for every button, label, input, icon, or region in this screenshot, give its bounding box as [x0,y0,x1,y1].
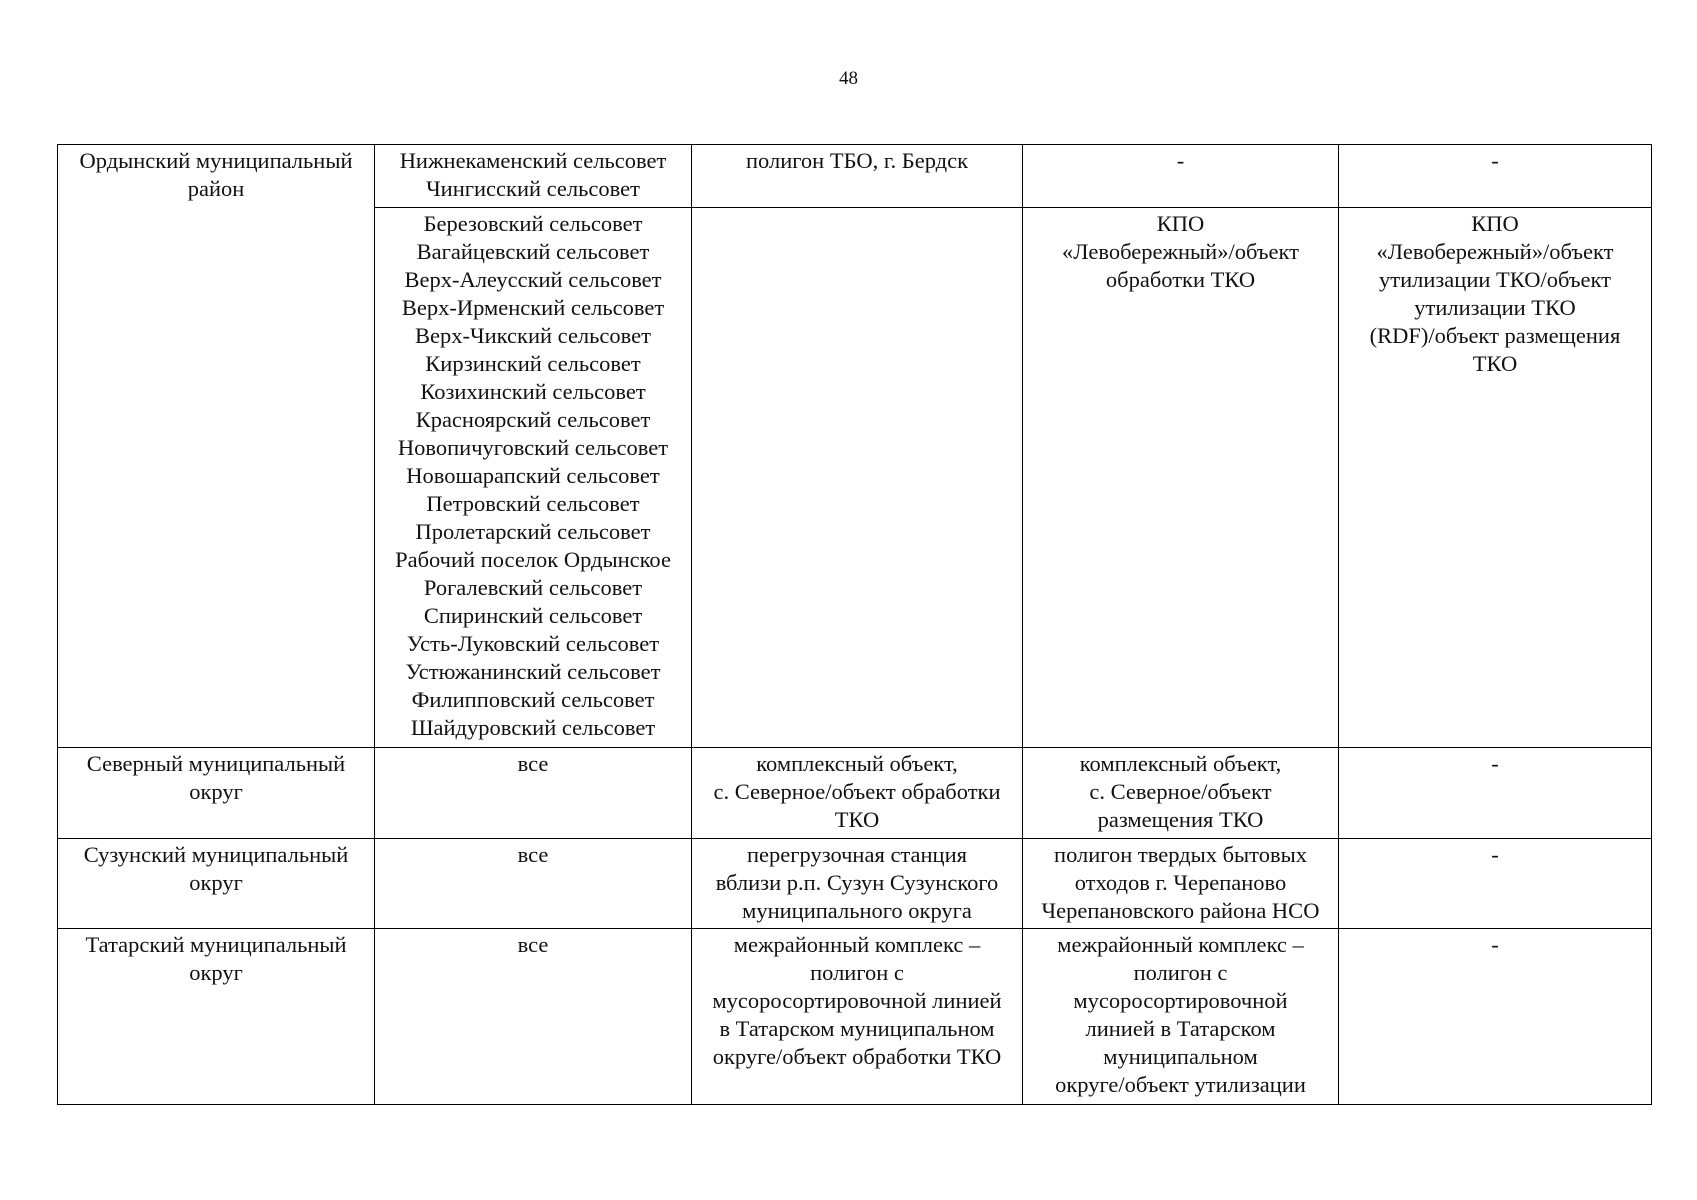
facility-text: межрайонный комплекс – [733,932,981,957]
processing-text: отходов г. Черепаново [1074,870,1287,895]
district-cell [58,748,375,839]
facility-text: перегрузочная станция [747,842,967,867]
settlement-name: Петровский сельсовет [426,491,640,516]
settlement-name: Новошарапский сельсовет [406,463,660,488]
settlement-name: Спиринский сельсовет [423,603,643,628]
page-number: 48 [839,68,858,89]
settlement-name: Новопичуговский сельсовет [397,435,669,460]
settlement-name: Березовский сельсовет [423,211,643,236]
facility-text: ТКО [834,807,880,832]
facility-text: мусоросортировочной линией [712,988,1002,1013]
facility-text: с. Северное/объект обработки [713,779,1001,804]
facility-text: комплексный объект, [756,751,958,776]
disposal-text: (RDF)/объект размещения [1369,323,1621,348]
disposal-cell [1339,145,1652,208]
facility-cell [692,208,1023,748]
district-cell [58,145,375,748]
settlement-name: Пролетарский сельсовет [415,519,651,544]
table-row [58,748,1652,839]
settlement-name: все [517,932,549,957]
facility-cell [692,839,1023,929]
processing-text: Черепановского района НСО [1041,898,1320,923]
processing-cell [1023,208,1339,748]
facility-cell [692,748,1023,839]
settlement-name: Верх-Ирменский сельсовет [401,295,665,320]
processing-text: комплексный объект, [1079,751,1282,776]
disposal-text: - [1491,932,1499,957]
settlement-name: все [517,751,549,776]
processing-text: КПО [1156,211,1205,236]
waste-routing-table [57,144,1652,1105]
disposal-text: - [1491,842,1499,867]
disposal-text: - [1491,148,1499,173]
settlement-name: Рабочий поселок Ордынское [395,547,671,572]
settlement-name: Кирзинский сельсовет [425,351,641,376]
disposal-text: КПО [1471,211,1519,236]
processing-cell [1023,839,1339,929]
disposal-cell [1339,839,1652,929]
settlement-name: Филипповский сельсовет [411,687,655,712]
table-row [58,929,1652,1105]
district-cell [58,929,375,1105]
processing-text: размещения ТКО [1097,807,1264,832]
settlement-name: Чингисский сельсовет [426,176,640,201]
facility-text: полигон с [810,960,904,985]
facility-text: муниципального округа [742,898,972,923]
facility-text: в Татарском муниципальном [719,1016,995,1041]
processing-text: - [1176,148,1185,173]
settlement-name: Верх-Чикский сельсовет [415,323,651,348]
disposal-text: утилизации ТКО/объект [1379,267,1611,292]
disposal-cell [1339,748,1652,839]
facility-cell [692,145,1023,208]
disposal-text: утилизации ТКО [1414,295,1576,320]
settlement-name: Нижнекаменский сельсовет [399,148,667,173]
district-name: Татарский муниципальный округ [85,932,347,985]
settlement-name: Усть-Луковский сельсовет [406,631,660,656]
settlement-name: Верх-Алеусский сельсовет [404,267,662,292]
table-row [58,145,1652,208]
processing-text: муниципальном [1103,1044,1258,1069]
settlement-name: Устюжанинский сельсовет [405,659,661,684]
processing-cell [1023,929,1339,1105]
processing-text: обработки ТКО [1105,267,1256,292]
processing-cell [1023,145,1339,208]
settlements-cell [375,839,692,929]
settlements-cell [375,145,692,208]
settlement-name: Вагайцевский сельсовет [416,239,650,264]
facility-text: вблизи р.п. Сузун Сузунского [715,870,999,895]
district-cell [58,839,375,929]
disposal-text: «Левобережный»/объект [1376,239,1614,264]
processing-text: округе/объект утилизации [1055,1072,1306,1097]
processing-text: мусоросортировочной [1073,988,1288,1013]
facility-text: полигон ТБО, г. Бердск [745,148,969,173]
disposal-cell [1339,208,1652,748]
district-name: Сузунский муниципальный округ [83,842,349,895]
processing-text: «Левобережный»/объект [1062,239,1299,264]
facility-cell [692,929,1023,1105]
settlements-cell [375,929,692,1105]
settlement-name: Красноярский сельсовет [415,407,651,432]
processing-cell [1023,748,1339,839]
processing-text: линией в Татарском [1085,1016,1276,1041]
disposal-cell [1339,929,1652,1105]
table-row [58,839,1652,929]
district-name: Северный муниципальный округ [86,751,346,804]
facility-text: округе/объект обработки ТКО [712,1044,1002,1069]
processing-text: полигон твердых бытовых [1054,842,1307,867]
settlement-name: Рогалевский сельсовет [423,575,643,600]
settlement-name: Козихинский сельсовет [420,379,646,404]
disposal-text: ТКО [1472,351,1518,376]
district-name: Ордынский муниципальный район [79,148,353,201]
processing-text: межрайонный комплекс – [1057,932,1304,957]
settlements-cell [375,208,692,748]
processing-text: полигон с [1133,960,1228,985]
disposal-text: - [1491,751,1499,776]
settlement-name: Шайдуровский сельсовет [410,715,656,740]
settlements-cell [375,748,692,839]
processing-text: с. Северное/объект [1089,779,1272,804]
settlement-name: все [517,842,549,867]
